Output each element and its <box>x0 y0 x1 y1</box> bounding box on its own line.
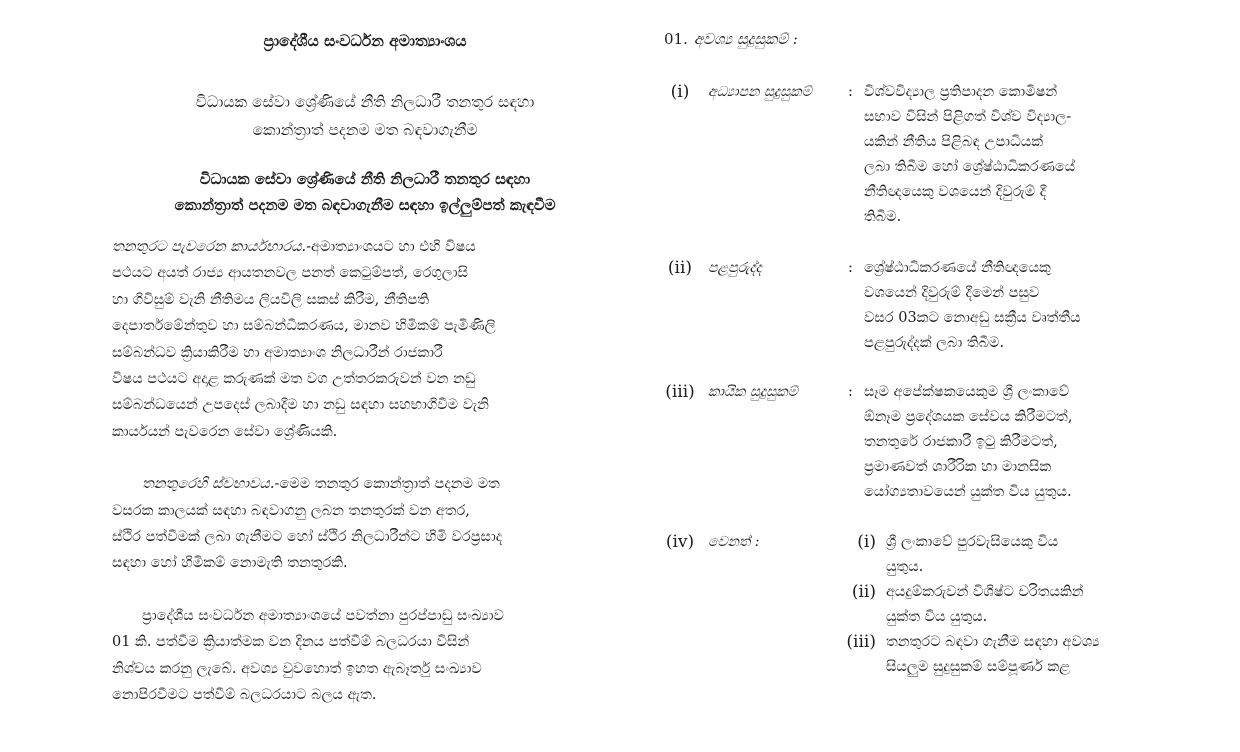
requirement-label: අධ්‍යාපන සුදුසුකම් <box>708 84 812 100</box>
requirement-label: වෙනත් : <box>708 534 760 550</box>
subtitle-line: කොන්ත්‍රාත් පදනම මත බඳවාගැනීම <box>252 121 478 139</box>
right-column <box>658 28 1144 675</box>
subitem-line: තනතුරට බඳවා ගැනීම සඳහා අවශ්‍ය <box>886 634 1100 650</box>
subitem-line: අයදුම්කරුවන් විශිෂ්ට චරිතයකින් <box>886 584 1084 600</box>
requirement-number: (iv) <box>665 532 695 552</box>
subtitle-line: විධායක සේවා ශ්‍රේණියේ නීති නිලධාරී තනතුර සඳහා <box>195 93 535 111</box>
requirement-line: යකින් නීතිය පිළිබඳ උපාධියක් <box>864 134 1044 150</box>
duties-line: දෙපාර්තමේන්තුව හා සම්බන්ධීකරණය, මානව හිමිකම් පැමිණිලි <box>112 318 496 335</box>
other-subitem <box>848 530 1144 580</box>
requirements-heading <box>664 28 1144 50</box>
other-subitem <box>848 630 1144 680</box>
subitem-line: ශ්‍රී ලංකාවේ පුරවැසියෙකු විය <box>886 534 1059 550</box>
requirement-education: (i) අධ්‍යාපන සුදුසුකම් : විශ්වවිද්‍යාල ප්‍රතිපාදන කොමිෂන් සභාව විසින් පිළිගත් විශ්ව විද්‍යාල- යකින් නීතිය පිළිබඳ උපාධියක් ලබා තිබීම හෝ ශ්‍රේෂ්ඨාධිකරණයේ නීතිඥයෙකු වශයෙන් දිවුරුම් දී තිබීම. <box>658 80 1144 240</box>
requirements-title: අවශ්‍ය සුදුසුකම් : <box>693 30 798 48</box>
requirement-physical: (iii) කායික සුදුසුකම් : සෑම අපේක්ෂකයෙකුම ශ්‍රී ලංකාවේ ඕනෑම ප්‍රදේශයක සේවය කිරීමටත්, තනතුරේ රාජකාරී ඉටු කිරීමටත්, ප්‍රමාණවත් ශාරීරික හා මානසික යෝග්‍යතාවයෙන් යුක්ත විය යුතුය. <box>658 380 1144 510</box>
requirement-line: යෝග්‍යතාවයෙන් යුක්ත විය යුතුය. <box>864 484 1072 500</box>
requirement-experience: (ii) පළපුරුද්ද : ශ්‍රේෂ්ඨාධිකරණයේ නීතිඥයෙකු වශයෙන් දිවුරුම් දීමෙන් පසුව වසර 03කට නොඅඩු සක්‍රීය වෘත්තීය පළපුරුද්දක් ලබා තිබීම. <box>658 256 1144 366</box>
requirement-label: කායික සුදුසුකම් <box>708 384 798 400</box>
requirement-number: (ii) <box>667 258 693 278</box>
nature-line: ස්ථිර පත්වීමක් ලබා ගැනීමට හෝ ස්ථිර නිලධාරීන්ට හිමි වරප්‍රසාද <box>112 529 503 546</box>
call-heading <box>112 166 618 218</box>
requirement-line: වශයෙන් දිවුරුම් දීමෙන් පසුව <box>864 285 1040 301</box>
requirement-number: (i) <box>670 82 690 102</box>
call-heading-line: කොන්ත්‍රාත් පදනම මත බඳවාගැනීම සඳහා ඉල්ලුම්පත් කැඳවීම <box>174 196 556 214</box>
requirement-number: (iii) <box>665 382 695 402</box>
requirement-line: විශ්වවිද්‍යාල ප්‍රතිපාදන කොමිෂන් <box>864 84 1058 100</box>
duties-line: පථයට අයත් රාජ්‍ය ආයතනවල පනත් කෙටුම්පත්, රෙගුලාසි <box>112 265 468 282</box>
duties-line: සම්බන්ධයෙන් උපදෙස් ලබාදීම හා නඩු සඳහා සහභාගිවීම වැනි <box>112 397 489 414</box>
duties-line: විෂය පථයට අදාළ කරුණක් මත වග උත්තරකරුවන් වන නඩු <box>112 371 476 388</box>
subitem-line: සියලුම සුදුසුකම් සම්පූර්ණ කළ <box>886 659 1071 675</box>
subitem-number: (i) <box>857 532 876 552</box>
requirement-line: වසර 03කට නොඅඩු සක්‍රීය වෘත්තීය <box>864 310 1081 326</box>
other-subitem <box>848 580 1144 630</box>
subitem-line: යුතුය. <box>886 559 924 575</box>
requirement-line: ලබා තිබීම හෝ ශ්‍රේෂ්ඨාධිකරණයේ <box>864 159 1076 175</box>
requirement-line: ඕනෑම ප්‍රදේශයක සේවය කිරීමටත්, <box>864 409 1073 425</box>
vacancy-line: ප්‍රාදේශීය සංවර්ධන අමාත්‍යාංශයේ පවත්නා පුරප්පාඩු සංඛ්‍යාව <box>142 607 504 624</box>
requirement-label: පළපුරුද්ද <box>708 260 762 276</box>
duties-line: අමාත්‍යාංශයට හා එහි විෂය <box>311 239 476 255</box>
nature-line: සඳහා හෝ හිමිකම් නොමැති තනතුරකි. <box>112 555 348 572</box>
requirement-line: පළපුරුද්දක් ලබා තිබීම. <box>864 335 1005 351</box>
nature-line: වසරක කාලයක් සඳහා බඳවාගනු ලබන තනතුරක් වන අතර, <box>112 502 470 519</box>
requirement-text <box>864 80 1144 230</box>
vacancy-line: නිශ්චය කරනු ලැබේ. අවශ්‍ය වුවහොත් ඉහත ඇබෑර්තු සංඛ්‍යාව <box>112 660 482 677</box>
duties-paragraph <box>112 234 618 445</box>
requirement-line: ප්‍රමාණවත් ශාරීරික හා මානසික <box>864 459 1052 475</box>
left-column <box>112 30 618 709</box>
duties-line: කාර්යයන් පැවරෙන සේවා ශ්‍රේණියකි. <box>112 423 338 440</box>
requirement-text <box>864 256 1144 356</box>
subitem-number: (ii) <box>851 582 876 602</box>
requirement-line: තිබීම. <box>864 209 902 225</box>
vacancy-line: 01 කි. පත්වීම ක්‍රියාත්මක වන දිනය පත්වීම් බලධරයා විසින් <box>112 634 470 651</box>
call-heading-line: විධායක සේවා ශ්‍රේණියේ නීති නිලධාරී තනතුර සඳහා <box>199 170 531 188</box>
requirement-line: ශ්‍රේෂ්ඨාධිකරණයේ නීතිඥයෙකු <box>864 260 1051 276</box>
nature-line: මෙම තනතුර කොන්ත්‍රාත් පදනම මත <box>279 476 500 493</box>
requirement-line: නීතිඥයෙකු වශයෙන් දිවුරුම් දී <box>864 184 1047 200</box>
duties-line: සම්බන්ධව ක්‍රියාකිරීම හා අමාත්‍යාංශ නිලධාරීන් රාජකාරී <box>112 344 443 361</box>
subitem-line: යුක්ත විය යුතුය. <box>886 609 988 625</box>
requirement-line: සෑම අපේක්ෂකයෙකුම ශ්‍රී ලංකාවේ <box>864 384 1070 400</box>
requirement-line: තනතුරේ රාජකාරී ඉටු කිරීමටත්, <box>864 434 1058 450</box>
duties-lead: තනතුරට පැවරෙන කාර්යභාරය.- <box>112 239 312 255</box>
vacancy-paragraph <box>112 603 618 709</box>
ministry-title: ප්‍රාදේශීය සංවර්ධන අමාත්‍යාංශය <box>263 31 467 50</box>
nature-paragraph <box>112 471 618 577</box>
requirement-other <box>658 530 1144 690</box>
requirement-text <box>864 380 1144 505</box>
duties-line: හා ගිවිසුම් වැනි නීතිමය ලියවිලි සකස් කිරීම, නීතිපති <box>112 291 430 308</box>
nature-lead: තනතුරෙහි ස්වභාවය.- <box>142 476 280 493</box>
subitem-number: (iii) <box>846 632 876 652</box>
vacancy-line: නොපිරවීමට පත්වීම් බලධරයාට බලය ඇත. <box>112 687 377 704</box>
requirements-number: 01. <box>664 30 688 48</box>
requirement-line: සභාව විසින් පිළිගත් විශ්ව විද්‍යාල- <box>864 109 1072 125</box>
notice-subtitle <box>112 88 618 144</box>
